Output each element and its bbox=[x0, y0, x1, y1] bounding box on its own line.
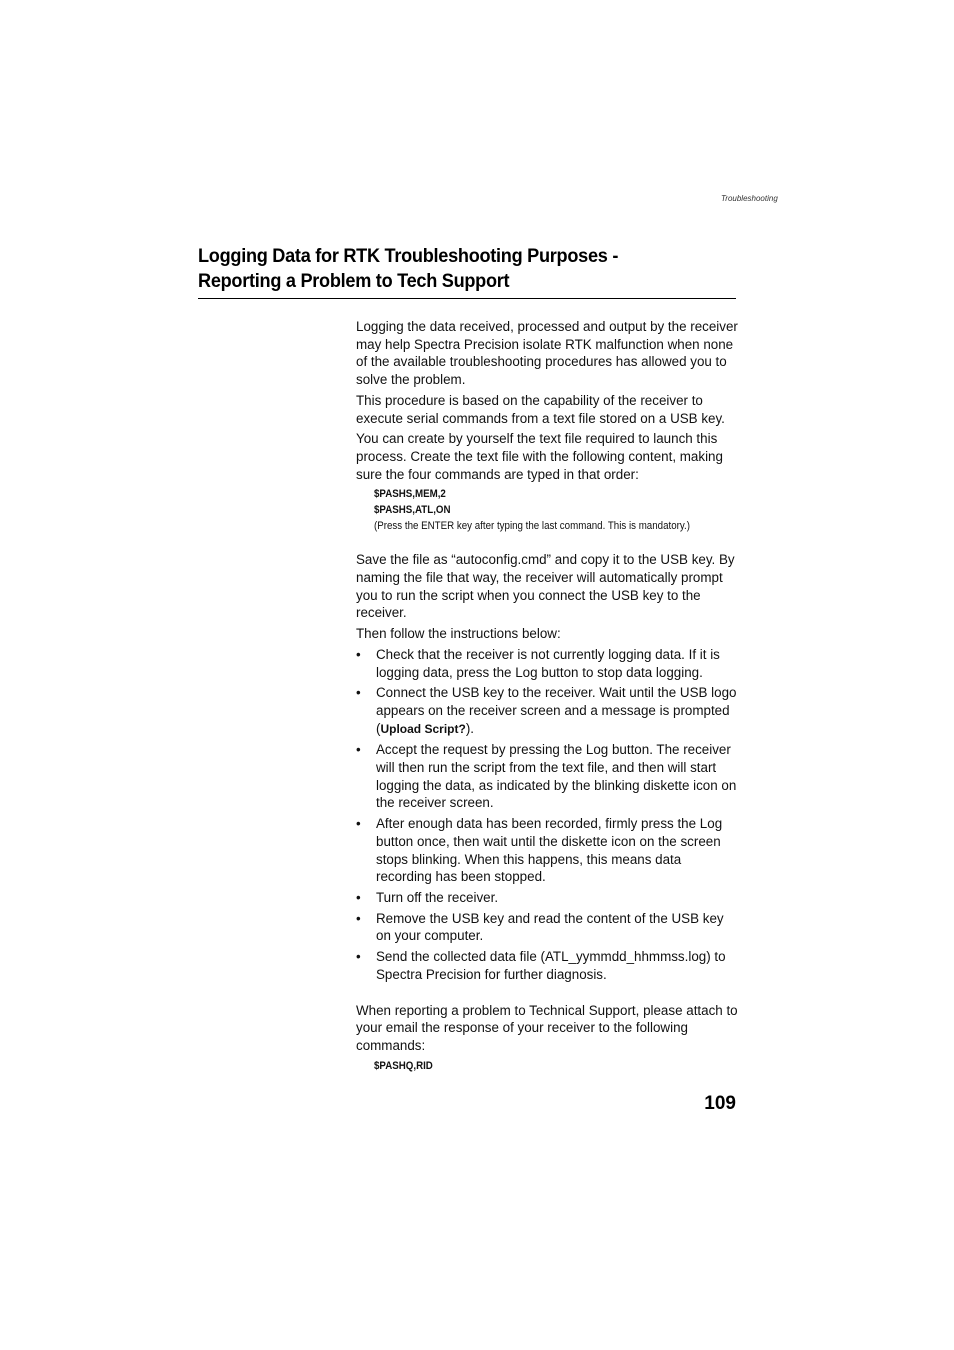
support-paragraph: When reporting a problem to Technical Support, please attach to your email the response of your receiver to the following commands: bbox=[356, 1002, 738, 1053]
bullet-icon: • bbox=[356, 949, 361, 965]
list-item bbox=[356, 910, 740, 945]
list-item-text: Check that the receiver is not currently logging data. If it is logging data, press the Log button to stop data logging. bbox=[376, 646, 720, 680]
procedure-paragraph: This procedure is based on the capability of the receiver to execute serial commands from a text file stored on a USB key. bbox=[356, 392, 725, 426]
command-note: (Press the ENTER key after typing the last command. This is mandatory.) bbox=[374, 520, 690, 533]
section-title: Logging Data for RTK Troubleshooting Purposes - Reporting a Problem to Tech Support bbox=[198, 245, 619, 292]
instructions-lead: Then follow the instructions below: bbox=[356, 626, 561, 642]
body-content bbox=[356, 318, 740, 1074]
bullet-icon: • bbox=[356, 816, 361, 832]
list-item-text: Turn off the receiver. bbox=[376, 889, 499, 905]
running-header: Troubleshooting bbox=[721, 194, 778, 203]
list-item bbox=[356, 684, 740, 738]
list-item bbox=[356, 948, 740, 983]
title-divider bbox=[198, 298, 736, 299]
list-item-text: ). bbox=[465, 720, 474, 736]
save-file-paragraph: Save the file as “autoconfig.cmd” and copy it to the USB key. By naming the file that way, the receiver will automatically prompt you to run the script when you connect the USB key to the receiver. bbox=[356, 552, 735, 621]
command-line: $PASHS,MEM,2 bbox=[374, 488, 446, 501]
list-item-text: Remove the USB key and read the content of the USB key on your computer. bbox=[376, 910, 724, 944]
list-item bbox=[356, 741, 740, 812]
list-item bbox=[356, 889, 740, 907]
prompt-label: Upload Script? bbox=[380, 721, 466, 736]
list-item-text: Accept the request by pressing the Log button. The receiver will then run the script from the text file, and then will start logging the data, as indicated by the blinking diskette icon on the receiver screen. bbox=[376, 742, 737, 811]
bullet-icon: • bbox=[356, 889, 361, 905]
bullet-icon: • bbox=[356, 742, 361, 758]
list-item bbox=[356, 815, 740, 886]
bullet-icon: • bbox=[356, 910, 361, 926]
bullet-icon: • bbox=[356, 685, 361, 701]
intro-paragraph: Logging the data received, processed and output by the receiver may help Spectra Precision isolate RTK malfunction when none of the available troubleshooting procedures has allowed you to solve the problem. bbox=[356, 319, 738, 388]
list-item-text: Connect the USB key to the receiver. Wait until the USB logo appears on the receiver screen and a message is prompted ( bbox=[376, 685, 737, 736]
list-item-text: After enough data has been recorded, firmly press the Log button once, then wait until the diskette icon on the screen stops blinking. When this happens, this means data recording has been stopped. bbox=[376, 816, 723, 885]
command-line: $PASHQ,RID bbox=[374, 1059, 433, 1072]
list-item bbox=[356, 646, 740, 681]
list-item-text: Send the collected data file (ATL_yymmdd_hhmmss.log) to Spectra Precision for further diagnosis. bbox=[376, 949, 726, 982]
command-line: $PASHS,ATL,ON bbox=[374, 504, 451, 517]
bullet-icon: • bbox=[356, 646, 361, 662]
page-number: 109 bbox=[704, 1093, 736, 1114]
instruction-list bbox=[356, 646, 740, 984]
create-file-paragraph: You can create by yourself the text file required to launch this process. Create the text file with the following content, making sure the four commands are typed in that order: bbox=[356, 431, 723, 482]
